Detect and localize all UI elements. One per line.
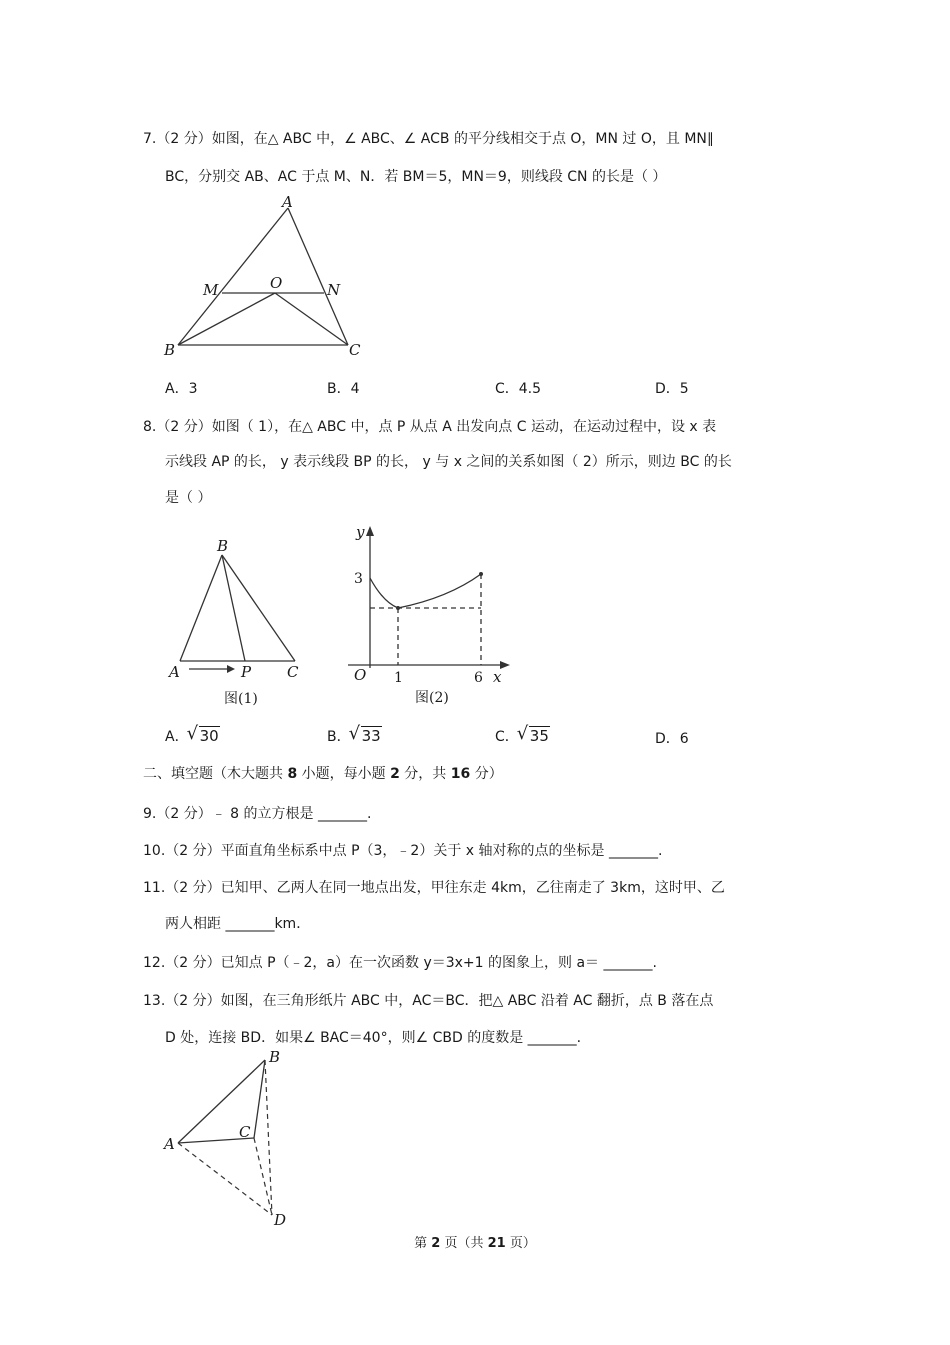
footer-page-number: 2 xyxy=(431,1236,441,1251)
q13-label-a: A xyxy=(164,1135,175,1153)
q8-option-b xyxy=(327,723,382,746)
q8-fig1-caption: 图(1) xyxy=(224,691,258,707)
q13-triangle-figure xyxy=(160,1045,300,1230)
q8-option-a-value: 30 xyxy=(199,727,219,745)
q7-label-b: B xyxy=(164,341,176,359)
section-2-mid1: 小题，每小题 xyxy=(297,766,391,782)
q8-line1: 8.（2 分）如图（ 1），在△ ABC 中，点 P 从点 A 出发向点 C 运动，在运动过程中，设 x 表 xyxy=(143,419,717,435)
q13-line2: D 处，连接 BD．如果∠ BAC＝40°，则∠ CBD 的度数是 _______. xyxy=(165,1030,582,1046)
q8-fig2-label-1: 1 xyxy=(394,670,403,686)
q8-option-c xyxy=(495,723,550,746)
q8-option-c-prefix: C． xyxy=(495,729,519,745)
section-2-mid2: 分，共 xyxy=(399,766,451,782)
q8-line2: 示线段 AP 的长， y 表示线段 BP 的长， y 与 x 之间的关系如图（ 2）所示，则边 BC 的长 xyxy=(165,454,732,470)
q7-label-c: C xyxy=(349,341,361,359)
sqrt-icon: √ 33 xyxy=(348,723,381,745)
q8-option-b-prefix: B． xyxy=(327,729,351,745)
q13-label-d: D xyxy=(274,1211,287,1229)
q8-option-a xyxy=(165,723,220,746)
section-2-count: 8 xyxy=(287,766,298,782)
section-2-suffix: 分） xyxy=(470,766,503,782)
section-2-header xyxy=(143,763,503,783)
q8-figure-2 xyxy=(340,520,515,710)
q10: 10.（2 分）平面直角坐标系中点 P（3，﹣2）关于 x 轴对称的点的坐标是 _______. xyxy=(143,843,663,859)
q8-fig1-label-c: C xyxy=(287,663,299,681)
footer-prefix: 第 xyxy=(414,1236,432,1251)
q7-option-b: B．4 xyxy=(327,381,360,397)
q8-option-a-prefix: A． xyxy=(165,729,189,745)
q13-label-c: C xyxy=(239,1123,251,1141)
section-2-points-each: 2 xyxy=(390,766,400,782)
q7-label-a: A xyxy=(282,195,293,211)
q8-fig2-label-6: 6 xyxy=(474,670,483,686)
q8-fig2-label-3: 3 xyxy=(354,571,363,587)
q8-fig2-label-x: x xyxy=(493,668,502,686)
sqrt-icon: √ 35 xyxy=(516,723,549,745)
q7-label-o: O xyxy=(270,274,283,292)
q7-option-a: A．3 xyxy=(165,381,198,397)
q9: 9.（2 分）﹣ 8 的立方根是 _______. xyxy=(143,806,372,822)
q7-triangle-figure xyxy=(160,195,370,365)
q7-label-m: M xyxy=(203,281,219,299)
q8-fig2-caption: 图(2) xyxy=(415,690,449,706)
q8-fig1-label-b: B xyxy=(217,537,229,555)
q7-option-c: C．4.5 xyxy=(495,381,542,397)
footer-suffix: 页） xyxy=(505,1236,536,1251)
section-2-prefix: 二、填空题（木大题共 xyxy=(143,766,288,782)
page-footer xyxy=(0,1232,950,1251)
q8-fig2-label-o: O xyxy=(354,666,367,684)
q8-option-c-value: 35 xyxy=(529,727,549,745)
footer-total-pages: 21 xyxy=(487,1236,506,1251)
q8-fig1-label-a: A xyxy=(169,663,180,681)
q8-fig1-label-p: P xyxy=(241,663,252,681)
footer-mid: 页（共 xyxy=(440,1236,488,1251)
q7-label-n: N xyxy=(327,281,341,299)
q8-option-d: D．6 xyxy=(655,731,689,747)
q7-option-d: D．5 xyxy=(655,381,689,397)
q11-line2: 两人相距 _______km． xyxy=(165,916,311,932)
q12: 12.（2 分）已知点 P（﹣2，a）在一次函数 y＝3x+1 的图象上，则 a＝ _______. xyxy=(143,955,657,971)
q13-line1: 13.（2 分）如图，在三角形纸片 ABC 中，AC＝BC．把△ ABC 沿着 AC 翻折，点 B 落在点 xyxy=(143,993,714,1009)
q8-line3: 是（ ） xyxy=(165,490,212,506)
q7-line2: BC，分别交 AB、AC 于点 M、N．若 BM＝5，MN＝9，则线段 CN 的长是（ ） xyxy=(165,169,667,185)
q11-line1: 11.（2 分）已知甲、乙两人在同一地点出发，甲往东走 4km，乙往南走了 3km，这时甲、乙 xyxy=(143,880,725,896)
q7-line1: 7.（2 分）如图，在△ ABC 中，∠ ABC、∠ ACB 的平分线相交于点 O，MN 过 O，且 MN∥ xyxy=(143,131,714,147)
sqrt-icon: √ 30 xyxy=(186,723,219,745)
q8-fig2-label-y: y xyxy=(356,523,365,541)
section-2-total: 16 xyxy=(450,766,471,782)
q8-figure-1 xyxy=(165,535,315,710)
q8-option-b-value: 33 xyxy=(361,727,381,745)
q13-label-b: B xyxy=(269,1048,281,1066)
